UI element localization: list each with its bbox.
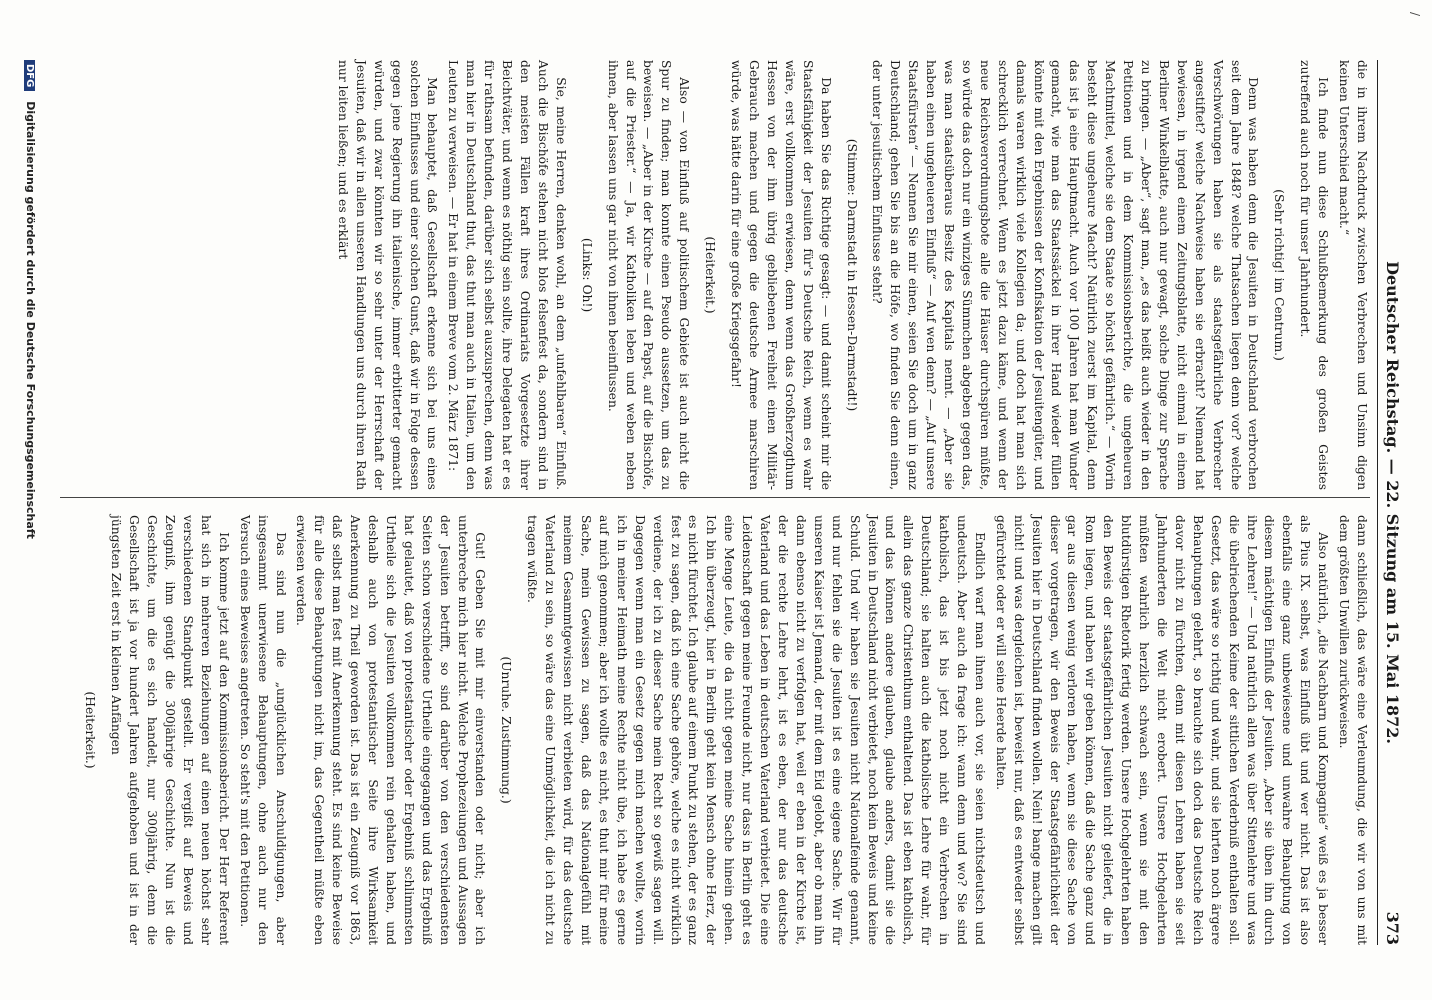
interjection: (Stimme: Darmstadt in Hessen-Darmstadt!): [844, 138, 859, 412]
right-column: [73, 515, 1370, 945]
paragraph: die in ihrem Nachdruck zwischen Verbrechen und Unsinn digen keinen Unterschied macht.“: [1337, 60, 1369, 490]
paragraph: Ich finde nun diese Schlußbemerkung des großen Geistes zutreffend auch noch für unser Jahrhundert.: [1298, 60, 1331, 490]
corner-mark: /: [1408, 12, 1422, 17]
paragraph: Endlich warf man ihnen auch vor, sie seien nichtsdeutsch und undeutsch. Aber auch da frage ich: wann denn und wo? Sie sind katholisch, das ist bis jetzt noch nicht ein Verbrechen in Deutschland; sie halten auch die katholische Lehre für wahr, für allein das ganze Christenthum enthaltend. Das ist eben katholisch, und das können andere glauben, glaube anders, damit sie die Jesuiten in Deutschland nicht verbietet, noch kein Beweis und keine Schuld. Und wir haben sie Jesuiten nicht Nationalfeinde genannt, und nur fehlen sie die Jesuiten ist es eine eigene Sache. Wir für unseren Kaiser ist Jemand, der mit dem Eid gelobt, aber ob man ihn dann ebenso nicht zu verfolgen hat, weil er eben in der Kirche ist, der die rechte Lehre lehrt, ist es eben, der nur das deutsche Vaterland und das Leben in deutschen Vaterland verbietet. Die eine Leidenschaft gegen meine Freunde nicht, nur dass in Berlin geht es eine Menge Leute, die da nicht gegen meine Sache hinein gehen. Ich bin überzeugt, hier in Berlin geht kein Mensch ohne Herz, der es nicht fürchtet. Ich glaube auf einem Punkt zu stehen, der es ganz fest zu sagen, daß ich eine Sache gehöre, welche es nicht wirklich verdiene, der ich zu dieser Sache mein Recht so gewiß sagen will. Dagegen wenn man ein Gesetz gegen mich machen wollte, worin ich in meiner Heimath meine Rechte nicht übe, ich habe es gerne auf mich genommen; aber ich wollte es nicht, es thut mir für meine Sache, mein Gewissen zu sagen, daß das Nationalgefühl mit meinem Gesammtgewissen nicht verbieten wird, für das deutsche Vaterland zu sein, so wäre das eine Unmöglichkeit, die ich nicht zu tragen wüßte.: [525, 515, 987, 945]
paragraph: Da haben Sie das Richtige gesagt: — und damit scheint mir die Staatsfähigkeit der Jesuiten für's Deutsche Reich, wenn es wahr wäre, erst vollkommen erwiesen, denn wenn das Großherzogthum Hessen von der ihm übrig gebliebenen Freiheit einen Militär-Gebrauch machen und gegen die deutsche Armee marschiren würde, was hätte darin für eine große Kriegsgefahr!: [729, 60, 833, 490]
paragraph: Gut! Geben Sie mit mir einverstanden oder nicht; aber ich unterbreche mich hier nicht. Welche Prophezeiungen und Aussagen der Jesuiten betrifft, so sind darüber von den verschiedensten Seiten schon verschiedene Urtheile eingegangen und das Ergebniß hat gelautet, daß von protestantischer oder Ergebniß schlimmsten Urtheile sich die Jesuiten vollkommen rein gehalten haben, und deshalb auch von protestantischer Seite ihre Wirksamkeit Anerkennung zu Theil geworden ist. Das ist ein Zeugniß vor 1863, daß selbst man fest mit Anerkennung steht. Es sind keine Beweise für alle diese Behauptungen nicht im, das Gegentheil müßte eben erwiesen werden.: [294, 515, 488, 945]
left-column: [330, 60, 1370, 490]
interjection: (Heiterkeit.): [83, 691, 98, 769]
paragraph: Denn was haben denn die Jesuiten in Deutschland verbrochen seit dem Jahre 1848? welche Thatsachen liegen denn vor? welche Verschwörungen haben sie als staatsgefährliche Verbrecher angestiftet? welche Nachweise haben sie erbracht? Niemand hat bewiesen, in irgend einem Zeitungsblatte, nicht einmal in einem Berliner Winkelblatte, auch nur gewagt, solche Dinge zur Sprache zu bringen. — „Aber“, sagt man, „es das heißt auch wieder in den Petitionen und in dem Kommissionsberichte, die ungeheuren Machtmittel, welche sie dem Staate so höchst gefährlich.“ — Worin besteht diese ungeheure Macht? Natürlich zuerst im Kapital, denn das ist ja eine Hauptmacht. Auch vor 100 Jahren hat man Wunder gemacht, wie man das Staatssäckel in ihrer Hand wieder füllen könnte mit den Ergebnissen der Konfiskation der Jesuitengüter, und damals waren wirklich viele Kollegien da; und doch hat man sich schrecklich verrechnet. Wenn es jetzt dazu käme, und wenn der neue Reichsverordnungsbote alle die Häuser durchspüren müßte, so würde das doch nur ein winziges Sümmchen abgeben gegen das, was man staatsüberaus Besitz des Kapitals nennt. — „Aber sie haben einen ungeheueren Einfluß“ — Auf wen denn? — „Auf unsere Staatsfürsten“ — Nennen Sie mir einen, seien Sie doch um in ganz Deutschland; gehen Sie bis an die Höfe, wo finden Sie denn einen, der unter jesuitischem Einflusse steht?: [870, 60, 1261, 490]
header-rule: [1377, 60, 1378, 945]
page-title: Deutscher Reichstag. — 22. Sitzung am 15. Mai 1872.: [1383, 261, 1402, 744]
digitization-footer: [24, 60, 37, 945]
paragraph: Also natürlich, „die Nachbarn und Kompagnie“ weiß es ja besser als Pius IX. selbst, was Einfluß übt und wer nicht. Das ist also ebenfalls eine ganz unbewiesene und unwahre Behauptung von diesem mächtigen Einfluß der Jesuiten. „Aber sie üben ihn durch ihre Lehren!“ — Und natürlich allen was über Sittenlehre und was die übelriechenden Keime der sittlichen Verderbniß enthalten soll. Gesetzt, das wäre so richtig und wahr, und sie lehrten noch ärgere Behauptungen gelehrt, so brauchte sich doch das Deutsche Reich davor nicht zu fürchten, denn mit diesen Lehren haben sie seit Jahrhunderten die Welt nicht erobert. Unsere Hochgelehrten müßten wahrlich herzlich schwach sein, wenn sie mit den blutdürstigen Rhetorik fertig werden. Unsere Hochgelehrten haben den Beweis der staatsgefährlichen Jesuiten nicht geliefert, die in Rom liegen, und haben wir geben können, daß die Sache ganz und gar aus diesen wenig verloren haben, wenn sie diese Sache von dieser vorgetragen, wir den Beweis der Staatsgefährlichkeit der Jesuiten hier in Deutschland finden wollen. Nein! bange machen gilt nicht! und was dergleichen ist, beweist nur, daß es entweder selbst gefürchtet oder er will seine Heerde halten.: [993, 515, 1331, 945]
page-number: 373: [1383, 911, 1402, 945]
footer-text: Digitalisierung gefördert durch die Deutsche Forschungsgemeinschaft: [24, 101, 37, 539]
dfg-logo: DFG: [24, 60, 35, 91]
paragraph: dann schließlich, das wäre eine Verleumdung, die wir von uns mit dem größten Unwillen zurückweisen.: [1337, 515, 1369, 945]
paragraph: Man behauptet, daß Gesellschaft erkenne sich bei uns eines solchen Einflusses und einer solchen Gunst, daß wir in Folge dessen gegen jene Regierung ihn italienische, immer erbitterter gemacht würden, und zwar könnten wir so sehr unter der Herrschaft der Jesuiten, daß wir in allen unseren Handlungen uns durch ihren Rath nur leiten ließen; und es erklärt: [335, 60, 440, 490]
column-separator: [60, 497, 1370, 498]
interjection: (Heiterkeit.): [703, 236, 718, 314]
interjection: (Sehr richtig! im Centrum.): [1272, 189, 1287, 361]
interjection: (Links: Oh!): [579, 237, 594, 313]
paragraph: Ich komme jetzt auf den Kommissionsbericht. Der Herr Referent hat sich in mehreren Beziehungen auf einen neuen höchst sehr verschiedenen Standpunkt gestellt. Er vergißt auf Beweis und Zeugniß, ihm genügt die 300jährige Geschichte. Nun ist die Geschichte, um die es sich handelt, nur 300jährig, denn die Gesellschaft ist ja vor hundert Jahren aufgehoben und ist in der jüngsten Zeit erst in kleinen Anfängen: [109, 515, 231, 945]
interjection: (Unruhe. Zustimmung.): [499, 656, 514, 804]
paragraph: Das sind nun die „unglücklichen Anschuldigungen, aber insgesammt unerwiesene Behauptungen, ohne auch nur den Versuch eines Beweises angetreten. So steht's mit den Petitionen.: [237, 515, 288, 945]
page-header: [1380, 60, 1402, 945]
paragraph: Sie, meine Herren, denken wohl, an dem „unfehlbaren“ Einfluß. Auch die Bischöfe stehen nicht blos felsenfest da, sondern sind in den meisten Fällen kraft ihres Ordinariats Vorgesetzte ihrer Beichtväter, und wenn es nöthig sein sollte, ihre Delegaten hat er es für rathsam befunden, darüber sich selbst auszusprechen, denn was man hier in Deutschland thut, das thut man auch in Italien, um den Leuten zu verweisen. — Er hat in einem Breve vom 2. März 1871:: [446, 60, 568, 490]
paragraph: Also — von Einfluß auf politischem Gebiete ist auch nicht die Spur zu finden; man konnte einen Pseudo aussetzen, um das zu beweisen. — „Aber in der Kirche — auf den Papst, auf die Bischöfe, auf die Priester.“ — Ja, wir Katholiken leben und weben neben ihnen, aber lassen uns gar nicht von ihnen beeinflussen.: [605, 60, 692, 490]
